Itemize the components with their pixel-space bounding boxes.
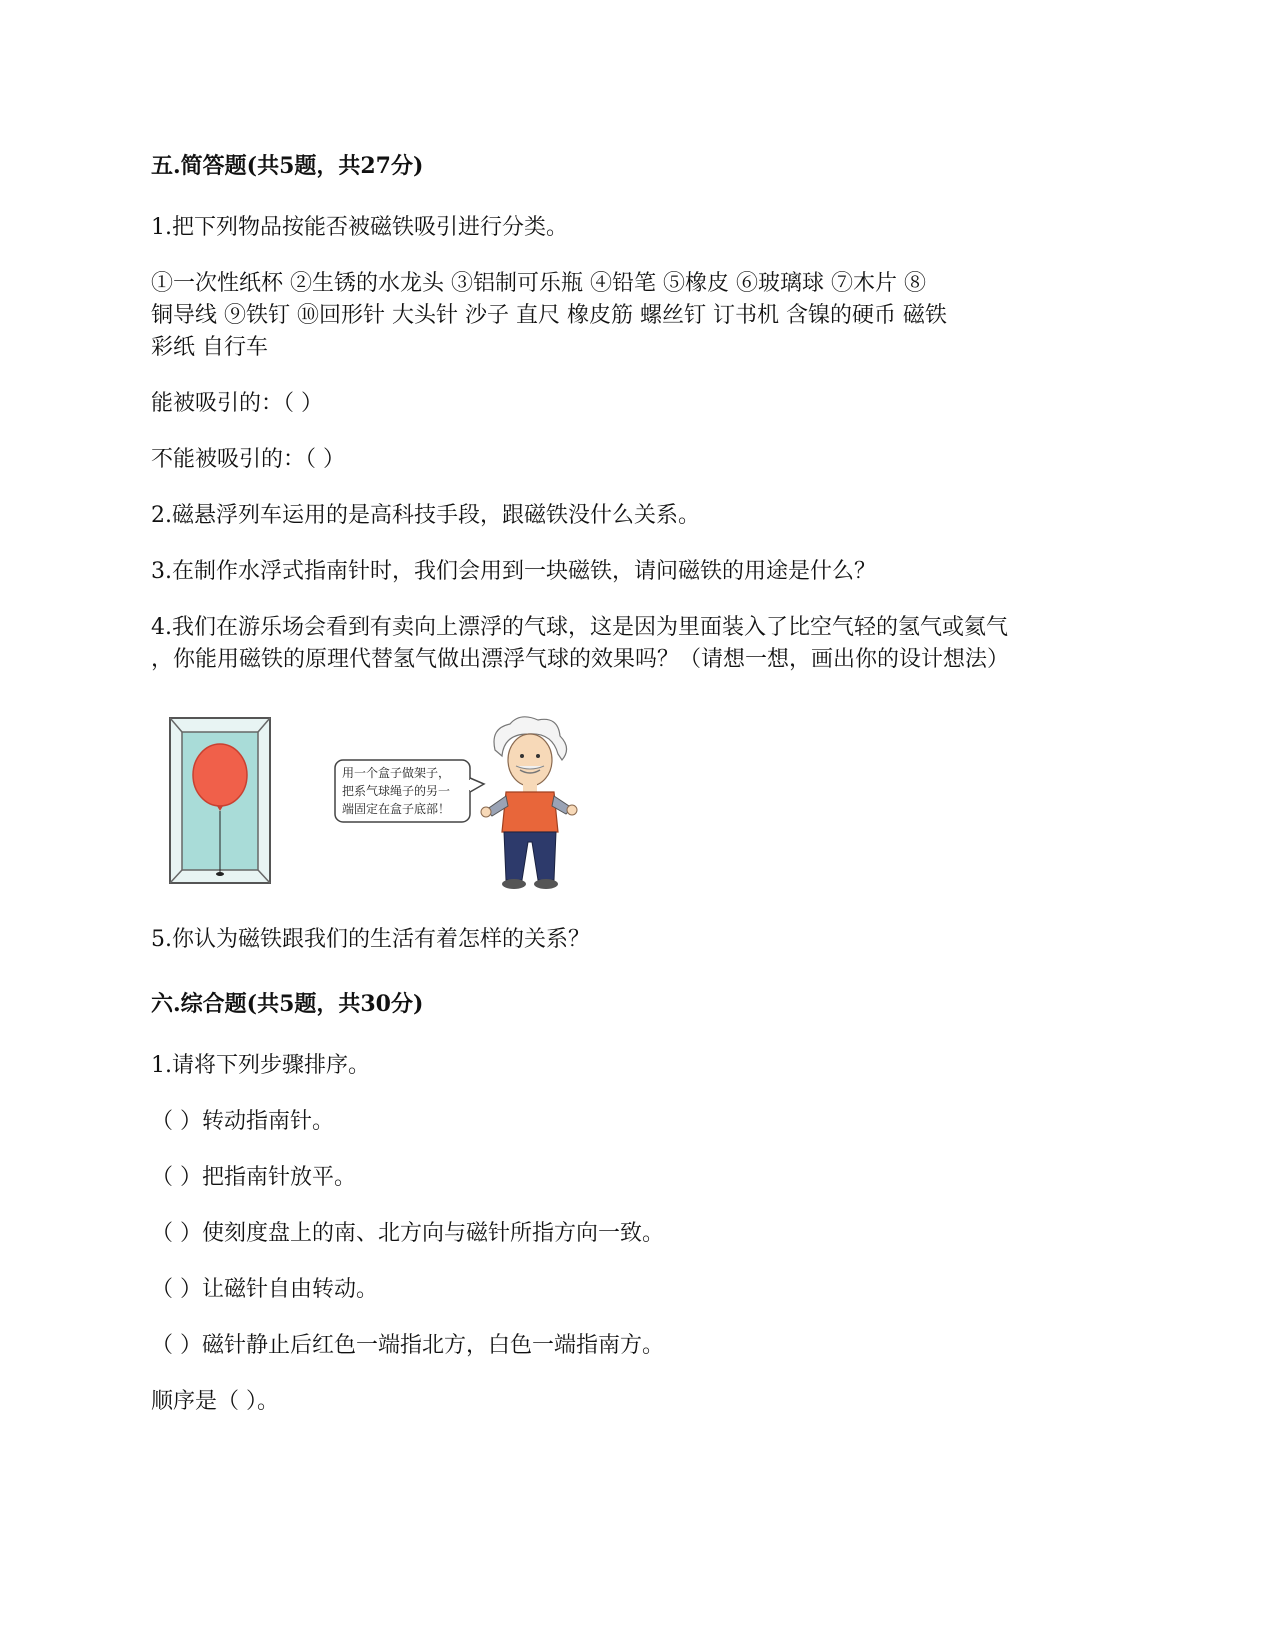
q1-items-line2: 铜导线 ⑨铁钉 ⑩回形针 大头针 沙子 直尺 橡皮筋 螺丝钉 订书机 含镍的硬币 磁铁: [151, 303, 947, 328]
section6-heading: 六.综合题(共5题，共30分): [151, 991, 424, 1017]
q1-not-attract-answer: 不能被吸引的：（ ）: [151, 447, 345, 472]
q4-text-line1: 4.我们在游乐场会看到有卖向上漂浮的气球，这是因为里面装入了比空气轻的氢气或氦气: [151, 615, 1008, 640]
s6-step-2: （ ）把指南针放平。: [151, 1165, 356, 1190]
q2-text: 2.磁悬浮列车运用的是高科技手段，跟磁铁没什么关系。: [151, 503, 700, 528]
s6-step-1: （ ）转动指南针。: [151, 1109, 334, 1134]
balloon-icon: [193, 744, 247, 806]
q1-items-line3: 彩纸 自行车: [151, 335, 268, 360]
speech-bubble: [335, 760, 484, 822]
q4-text-line2: ，你能用磁铁的原理代替氢气做出漂浮气球的效果吗？（请想一想，画出你的设计想法）: [151, 647, 1010, 672]
balloon-box-illustration: [170, 718, 270, 883]
s6-step-4: （ ）让磁针自由转动。: [151, 1277, 378, 1302]
s6-step-3: （ ）使刻度盘上的南、北方向与磁针所指方向一致。: [151, 1221, 664, 1246]
q1-prompt: 1.把下列物品按能否被磁铁吸引进行分类。: [151, 215, 568, 240]
scientist-character-illustration: [481, 717, 577, 889]
speech-line-3: 端固定在盒子底部！: [342, 802, 451, 816]
speech-line-1: 用一个盒子做架子，: [342, 766, 451, 780]
s6-order-answer: 顺序是（ ）。: [151, 1389, 279, 1414]
q4-illustration: [160, 710, 580, 900]
speech-line-2: 把系气球绳子的另一: [342, 784, 451, 798]
s6-q1-prompt: 1.请将下列步骤排序。: [151, 1053, 370, 1078]
q3-text: 3.在制作水浮式指南针时，我们会用到一块磁铁，请问磁铁的用途是什么？: [151, 559, 876, 584]
q1-items-line1: ①一次性纸杯 ②生锈的水龙头 ③铝制可乐瓶 ④铅笔 ⑤橡皮 ⑥玻璃球 ⑦木片 ⑧: [151, 271, 926, 296]
q1-attract-answer: 能被吸引的：（ ）: [151, 391, 323, 416]
s6-step-5: （ ）磁针静止后红色一端指北方，白色一端指南方。: [151, 1333, 664, 1358]
section5-heading: 五.简答题(共5题，共27分): [151, 153, 424, 179]
q5-text: 5.你认为磁铁跟我们的生活有着怎样的关系？: [151, 927, 590, 952]
